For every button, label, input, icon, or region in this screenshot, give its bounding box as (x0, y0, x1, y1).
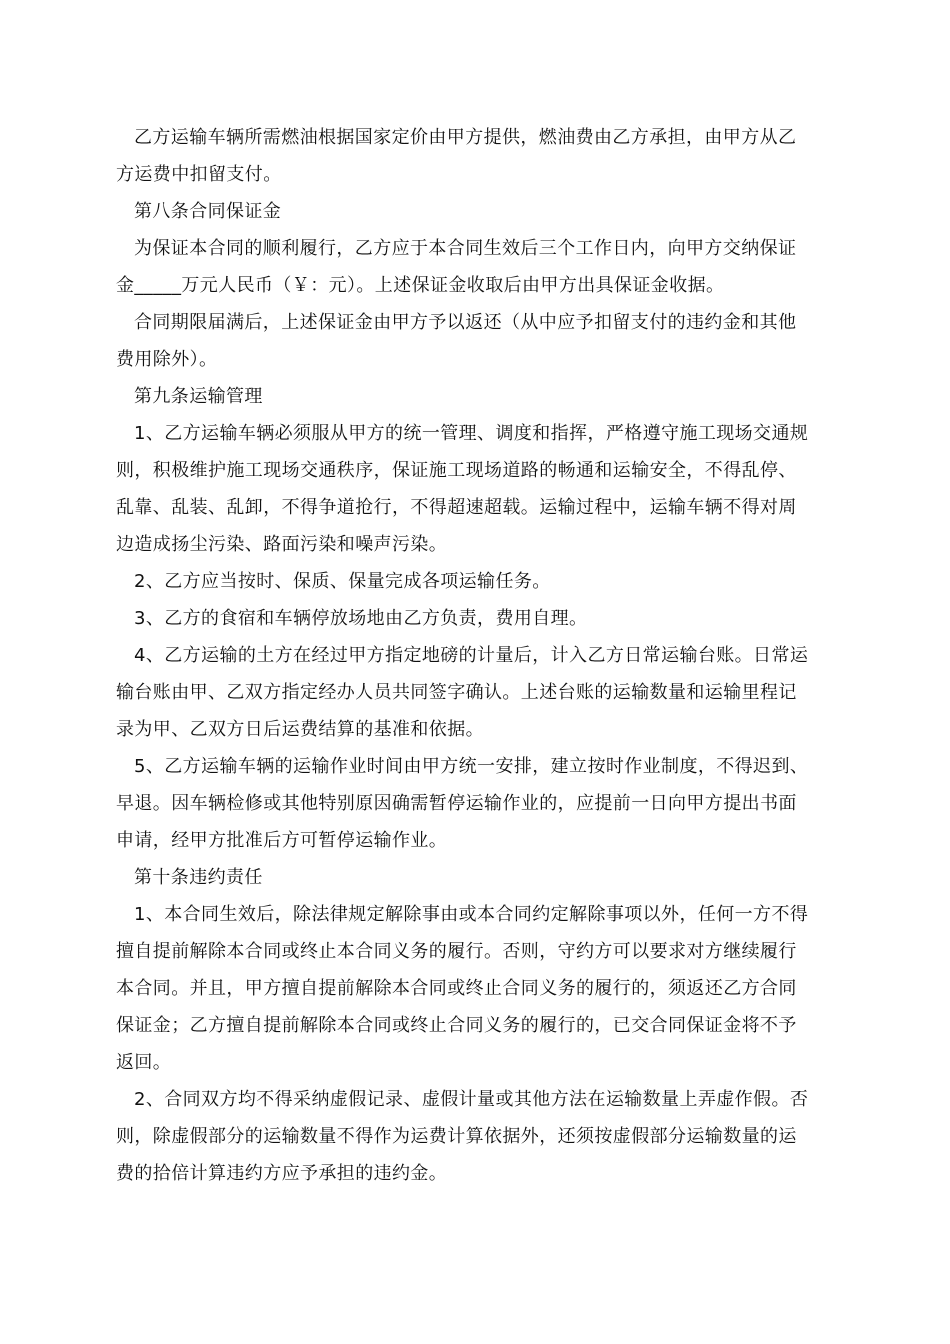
section-heading (116, 859, 834, 896)
paragraph (116, 415, 834, 563)
text-line: 费的拾倍计算违约方应予承担的违约金。 (116, 1163, 448, 1184)
section-heading (116, 378, 834, 415)
text-line: 第九条运输管理 (134, 386, 263, 407)
text-line: 5、乙方运输车辆的运输作业时间由甲方统一安排，建立按时作业制度，不得迟到、 (134, 756, 809, 777)
text-line: 2、乙方应当按时、保质、保量完成各项运输任务。 (134, 571, 551, 592)
text-line: 第八条合同保证金 (134, 201, 282, 222)
text-line: 1、本合同生效后，除法律规定解除事由或本合同约定解除事项以外，任何一方不得 (134, 904, 809, 925)
paragraph (116, 1081, 834, 1192)
text-line: 申请，经甲方批准后方可暂停运输作业。 (116, 830, 448, 851)
text-line: 则，除虚假部分的运输数量不得作为运费计算依据外，还须按虚假部分运输数量的运 (116, 1126, 797, 1147)
text-line: 则，积极维护施工现场交通秩序，保证施工现场道路的畅通和运输安全，不得乱停、 (116, 460, 797, 481)
text-line: 4、乙方运输的土方在经过甲方指定地磅的计量后，计入乙方日常运输台账。日常运 (134, 645, 809, 666)
text-line: 为保证本合同的顺利履行，乙方应于本合同生效后三个工作日内，向甲方交纳保证 (134, 238, 797, 259)
text-line: 合同期限届满后，上述保证金由甲方予以返还（从中应予扣留支付的违约金和其他 (134, 312, 797, 333)
section-heading (116, 193, 834, 230)
text-line: 边造成扬尘污染、路面污染和噪声污染。 (116, 534, 448, 555)
paragraph (116, 600, 834, 637)
text-line: 2、合同双方均不得采纳虚假记录、虚假计量或其他方法在运输数量上弄虚作假。否 (134, 1089, 809, 1110)
text-line: 早退。因车辆检修或其他特别原因确需暂停运输作业的，应提前一日向甲方提出书面 (116, 793, 797, 814)
text-line: 3、乙方的食宿和车辆停放场地由乙方负责，费用自理。 (134, 608, 588, 629)
paragraph (116, 230, 834, 304)
paragraph (116, 637, 834, 748)
paragraph (116, 896, 834, 1081)
paragraph (116, 563, 834, 600)
paragraph (116, 119, 834, 193)
text-line: 1、乙方运输车辆必须服从甲方的统一管理、调度和指挥，严格遵守施工现场交通规 (134, 423, 809, 444)
text-line: 录为甲、乙双方日后运费结算的基准和依据。 (116, 719, 484, 740)
text-line: 返回。 (116, 1052, 172, 1073)
text-line: 本合同。并且，甲方擅自提前解除本合同或终止合同义务的履行的，须返还乙方合同 (116, 978, 797, 999)
text-line: 输台账由甲、乙双方指定经办人员共同签字确认。上述台账的运输数量和运输里程记 (116, 682, 797, 703)
text-line: 擅自提前解除本合同或终止本合同义务的履行。否则，守约方可以要求对方继续履行 (116, 941, 797, 962)
paragraph (116, 304, 834, 378)
text-line: 第十条违约责任 (134, 867, 263, 888)
text-line: 乙方运输车辆所需燃油根据国家定价由甲方提供，燃油费由乙方承担，由甲方从乙 (134, 127, 797, 148)
text-line: 金_____万元人民币（￥：元）。上述保证金收取后由甲方出具保证金收据。 (116, 275, 725, 296)
text-line: 保证金；乙方擅自提前解除本合同或终止合同义务的履行的，已交合同保证金将不予 (116, 1015, 797, 1036)
paragraph (116, 748, 834, 859)
text-line: 费用除外）。 (116, 349, 218, 370)
text-line: 方运费中扣留支付。 (116, 164, 282, 185)
text-line: 乱靠、乱装、乱卸，不得争道抢行，不得超速超载。运输过程中，运输车辆不得对周 (116, 497, 797, 518)
document-body (116, 119, 834, 1192)
